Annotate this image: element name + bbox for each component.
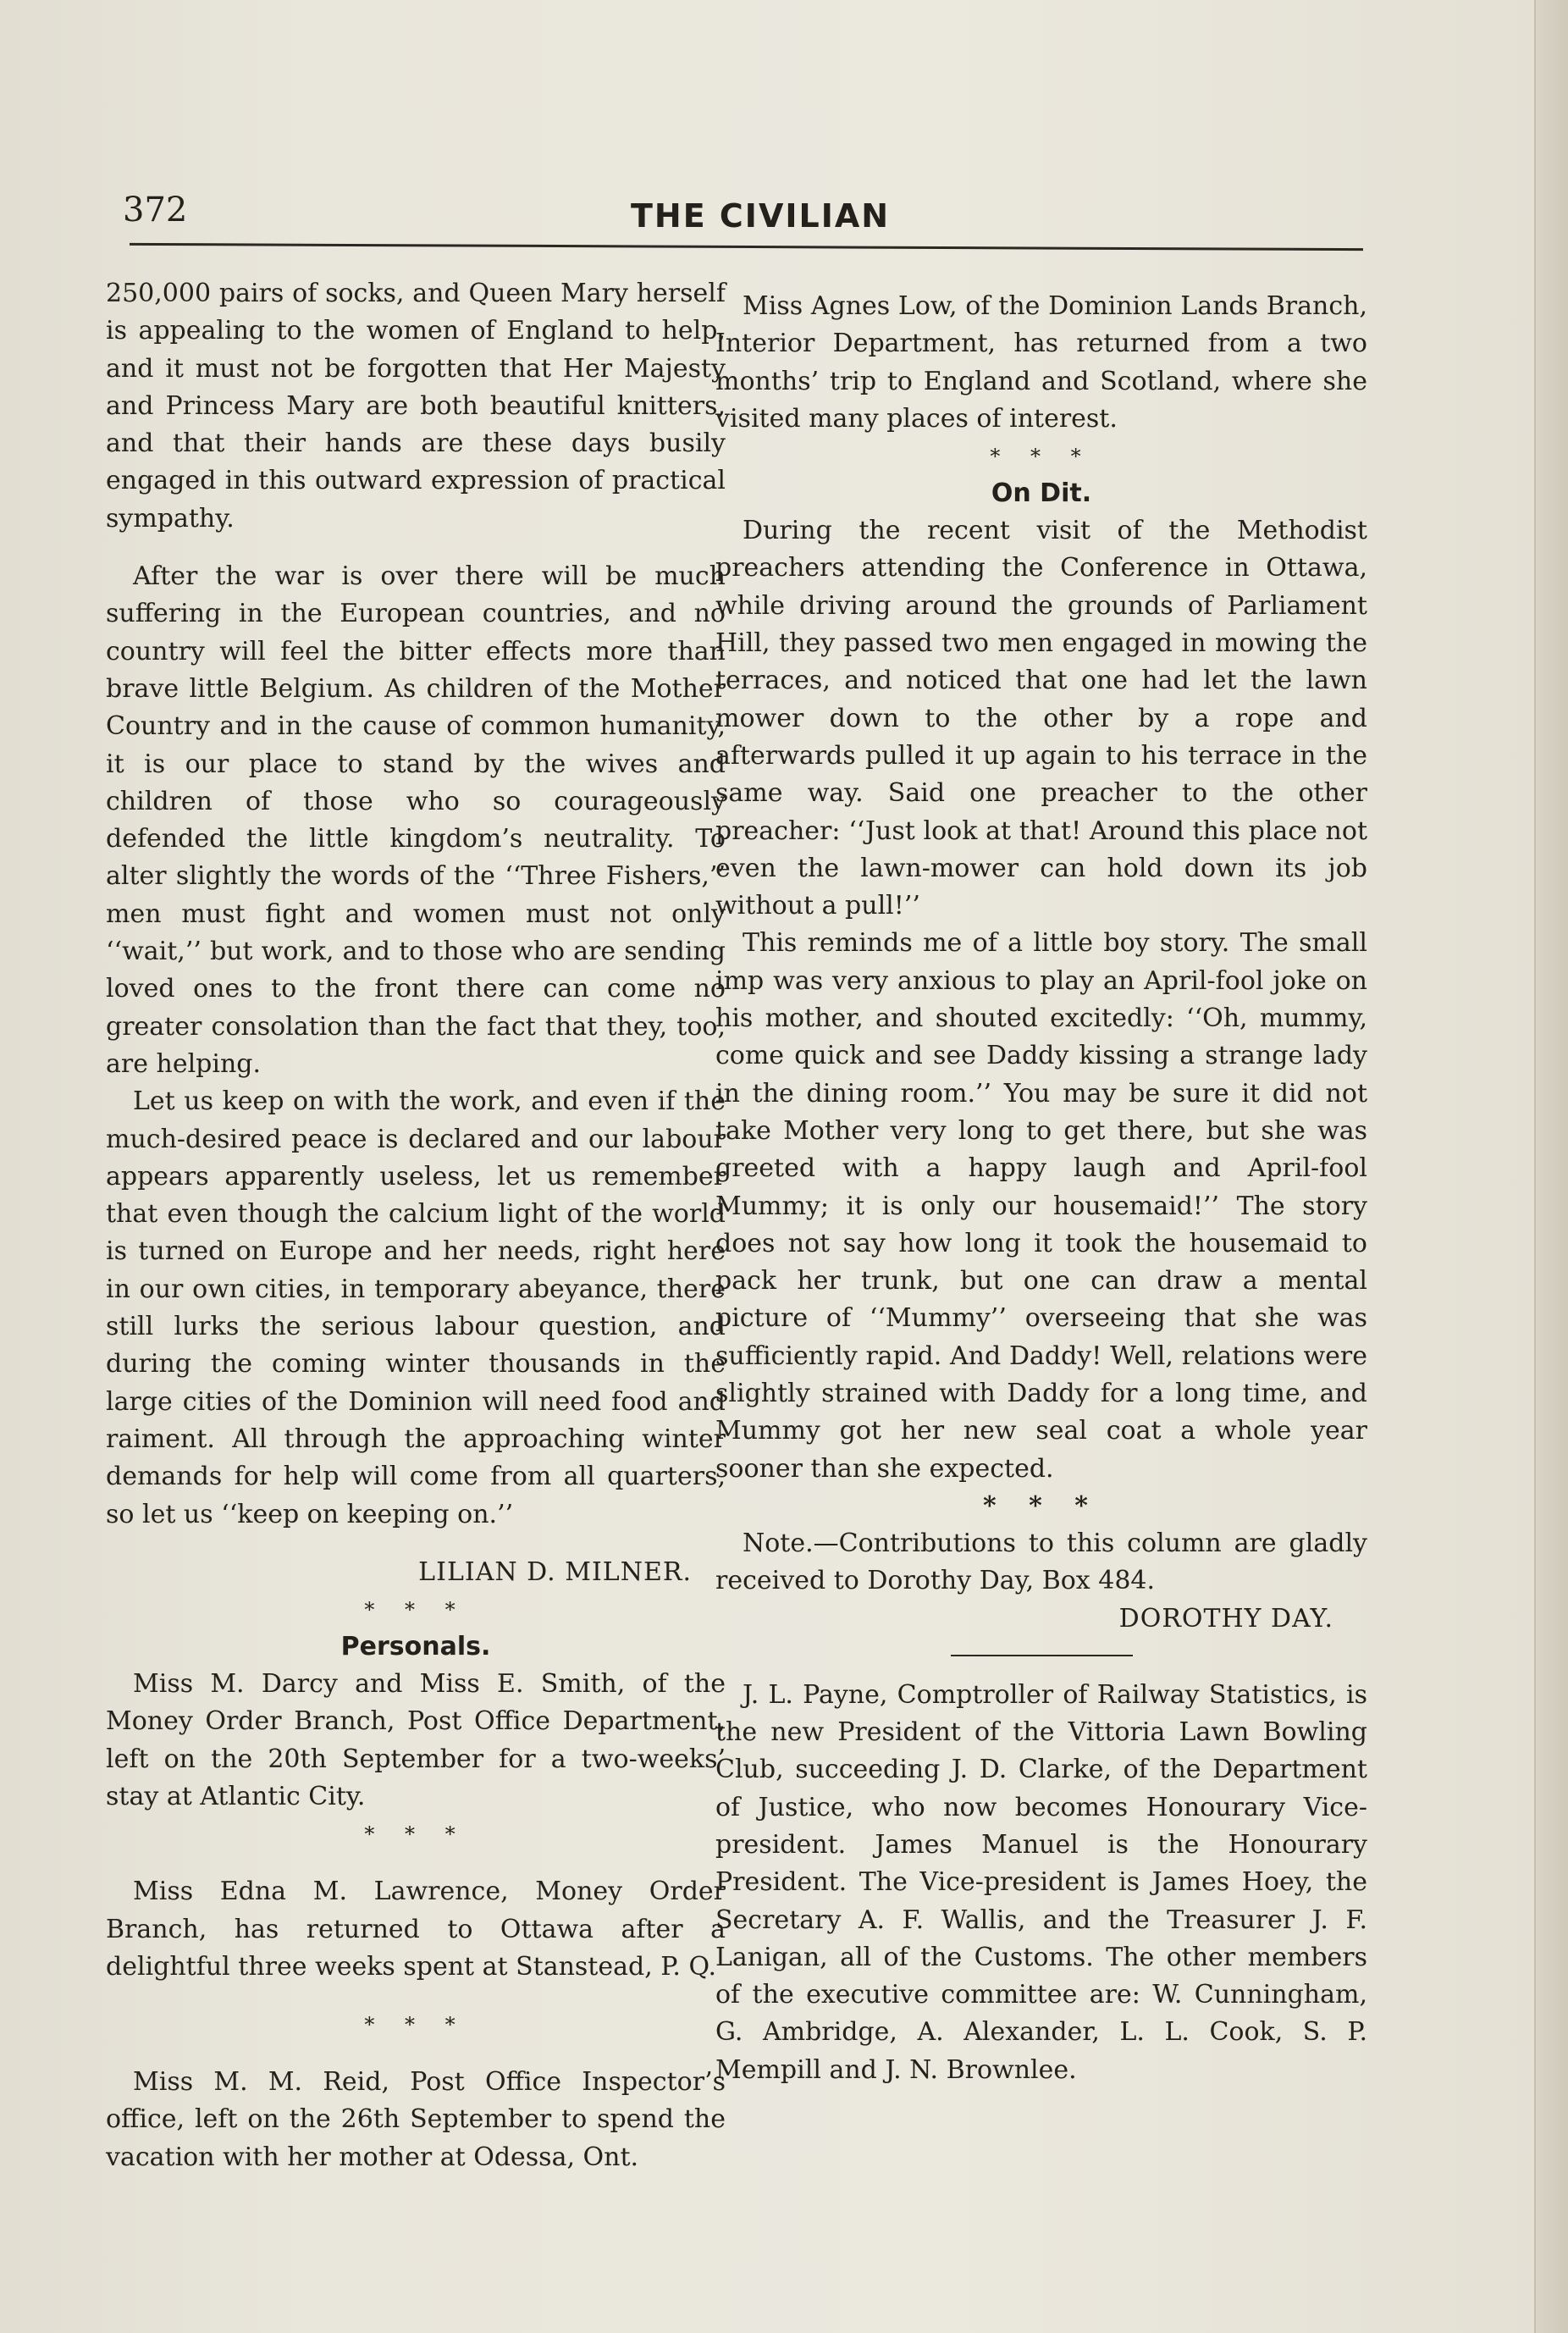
right-paragraph-2: During the recent visit of the Methodist preachers attending the Conference in Ottawa, while driving around the grounds of Parliament Hill, they passed two men engaged in mowing the terraces, and noticed that one had let the lawn mower down to the other by a rope and afterwards pulled it up again to his terrace in the same way. Said one preacher to the other preacher: ‘‘Just look at that! Around this place not even the lawn-mower can hold down its job without a pull!’’	[715, 516, 1367, 921]
personals-heading: Personals.	[340, 1632, 491, 1662]
right-paragraph-3: This reminds me of a little boy story. The small imp was very anxious to play an April-fool joke on his mother, and shouted excitedly: ‘‘Oh, mummy, come quick and see Daddy kissing a strange lady in the dining room.’’ You may be sure it did not take Mother very long to get there, but she was greeted with a happy laugh and April-fool Mummy; it is only our housemaid!’’ The story does not say how long it took the housemaid to pack her trunk, but one can draw a mental picture of ‘‘Mummy’’ overseeing that she was sufficiently rapid. And Daddy! Well, relations were slightly strained with Daddy for a long time, and Mummy got her new seal coat a whole year sooner than she expected.	[715, 928, 1367, 1484]
right-paragraph-4: J. L. Payne, Comptroller of Railway Statistics, is the new President of the Vittoria Lawn Bowling Club, succeeding J. D. Clarke, of the Department of Justice, who now becomes Honourary Vice-president. James Manuel is the Honourary President. The Vice-president is James Hoey, the Secretary A. F. Wallis, and the Treasurer J. F. Lanigan, all of the Customs. The other members of the executive committee are: W. Cunningham, G. Ambridge, A. Alexander, L. L. Cook, S. P. Mempill and J. N. Brownlee.	[715, 1679, 1367, 2085]
signature-lilian: LILIAN D. MILNER.	[418, 1556, 692, 1587]
separator-stars: * * *	[983, 1490, 1100, 1521]
right-paragraph-1: Miss Agnes Low, of the Dominion Lands Branch, Interior Department, has returned from a two months’ trip to England and Scotland, where she visited many places of interest.	[715, 291, 1367, 434]
left-column	[106, 275, 726, 2176]
personal-item-3: Miss M. M. Reid, Post Office Inspector’s office, left on the 26th September to spend the vacation with her mother at Odessa, Ont.	[106, 2067, 726, 2172]
header-rule	[130, 243, 1363, 251]
note-paragraph: Note.—Contributions to this column are gladly received to Dorothy Day, Box 484.	[715, 1528, 1367, 1596]
right-column	[715, 288, 1367, 2089]
left-paragraph-3: Let us keep on with the work, and even if the much-desired peace is declared and our labour appears apparently useless, let us remember that even though the calcium light of the world is turned on Europe and her needs, right here in our own cities, in temporary abeyance, there still lurks the serious labour question, and during the coming winter thousands in the large cities of the Dominion will need food and raiment. All through the approaching winter demands for help will come from all quarters, so let us ‘‘keep on keeping on.’’	[106, 1086, 726, 1529]
page-edge	[1534, 0, 1568, 2333]
page-header	[123, 191, 1363, 241]
left-paragraph-1: 250,000 pairs of socks, and Queen Mary herself is appealing to the women of England to help, and it must not be forgotten that Her Majesty and Princess Mary are both beautiful knitters, and that their hands are these days busily engaged in this outward expression of practical sympathy.	[106, 279, 726, 533]
on-dit-heading: On Dit.	[991, 478, 1092, 509]
separator-stars: * * *	[364, 1598, 467, 1623]
section-divider	[951, 1655, 1133, 1656]
signature-dorothy: DOROTHY DAY.	[1118, 1603, 1333, 1634]
journal-title: THE CIVILIAN	[631, 197, 891, 235]
separator-stars: * * *	[364, 1822, 467, 1847]
page-number: 372	[123, 191, 188, 229]
separator-stars: * * *	[990, 445, 1093, 469]
separator-stars: * * *	[364, 2013, 467, 2037]
personal-item-2: Miss Edna M. Lawrence, Money Order Branch, has returned to Ottawa after a delightful three weeks spent at Stanstead, P. Q.	[106, 1877, 726, 1982]
personal-item-1: Miss M. Darcy and Miss E. Smith, of the Money Order Branch, Post Office Department, left on the 20th September for a two-weeks’ stay at Atlantic City.	[106, 1669, 726, 1811]
left-paragraph-2: After the war is over there will be much suffering in the European countries, and no country will feel the bitter effects more than brave little Belgium. As children of the Mother Country and in the cause of common humanity, it is our place to stand by the wives and children of those who so courageously defended the little kingdom’s neutrality. To alter slightly the words of the ‘‘Three Fishers,’’ men must fight and women must not only ‘‘wait,’’ but work, and to those who are sending loved ones to the front there can come no greater consolation than the fact that they, too, are helping.	[106, 561, 726, 1079]
